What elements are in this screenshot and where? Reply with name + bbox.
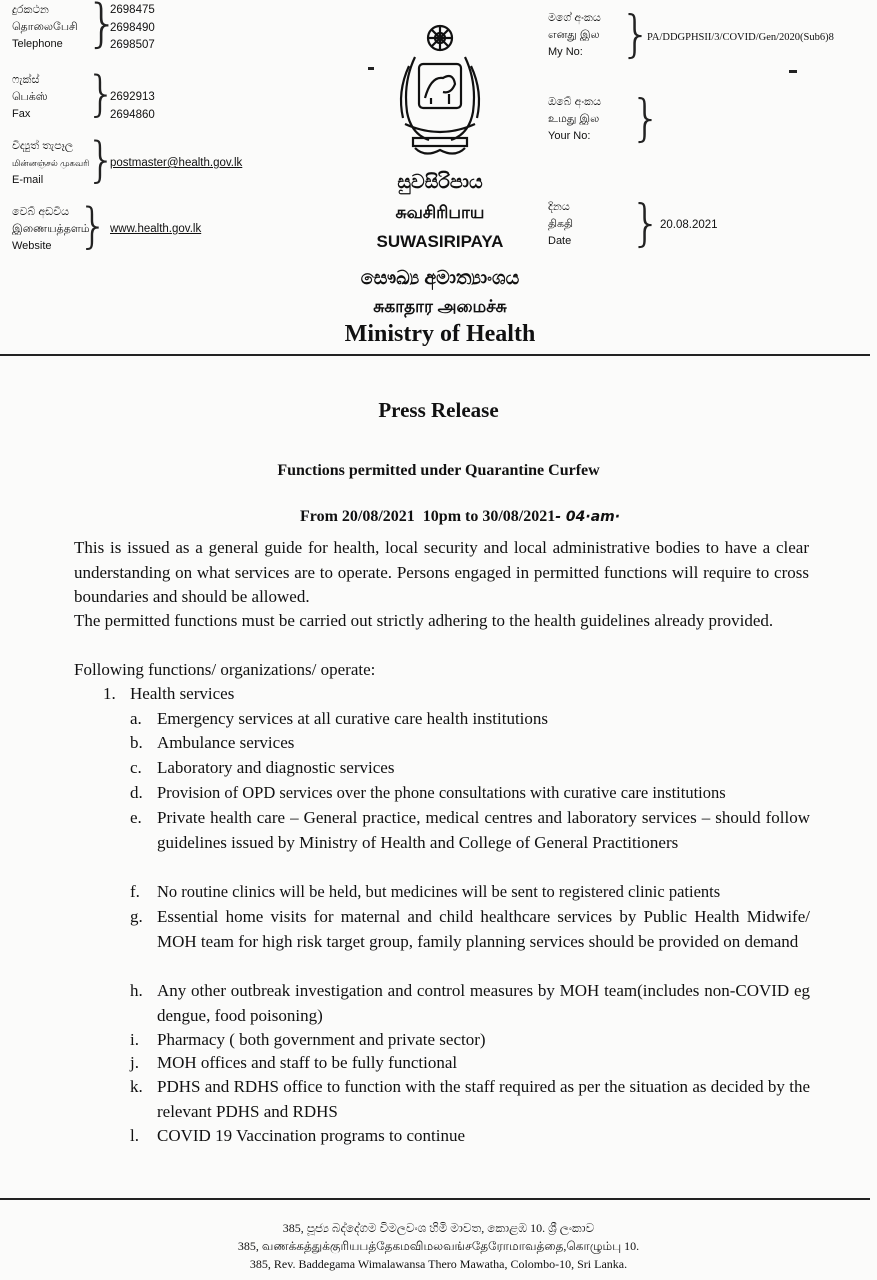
list-item-marker: c. <box>130 758 142 777</box>
list-item-marker: k. <box>130 1077 143 1096</box>
guidelines-paragraph: The permitted functions must be carried out strictly adhering to the health guidelines already provided. <box>74 611 774 630</box>
website-brace: } <box>78 198 109 254</box>
email-link[interactable]: postmaster@health.gov.lk <box>110 157 243 169</box>
email-label-si: විද්‍යුත් තැපෑල <box>12 140 74 152</box>
emblem-icon <box>385 12 495 162</box>
list-item-text: Ambulance services <box>157 733 295 752</box>
subtitle-line-1: Functions permitted under Quarantine Curfew <box>277 462 600 479</box>
telephone-labels <box>12 2 97 53</box>
footer-address-en: 385, Rev. Baddegama Wimalawansa Thero Mawatha, Colombo-10, Sri Lanka. <box>249 1257 628 1271</box>
telephone-label-si: දුරකථන <box>12 4 49 16</box>
following-line: Following functions/ organizations/ operate: <box>74 660 376 679</box>
page-title: Press Release <box>378 398 499 422</box>
fax-value: 2692913 <box>110 91 155 103</box>
your-no-brace: } <box>630 89 662 147</box>
footer-address-si: 385, පූජ්‍ය බද්දේගම විමලවංශ හිමි මාවත, කොළඹ 10. ශ්‍රී ලංකාව <box>282 1221 595 1235</box>
email-labels <box>12 138 97 189</box>
your-no-label-si: ඔබේ අංකය <box>548 96 601 108</box>
list-item-text: Laboratory and diagnostic services <box>157 758 395 777</box>
ministry-name-ta: சுகாதார அமைச்சு <box>373 297 507 316</box>
handwritten-annotation: - 04·am· <box>555 509 621 525</box>
list-item-text: MOH offices and staff to be fully functional <box>157 1053 458 1072</box>
list-item-marker: g. <box>130 907 143 926</box>
fax-values <box>110 89 155 124</box>
fax-label-si: ෆැක්ස් <box>12 74 40 86</box>
list-item-marker: f. <box>130 882 140 901</box>
telephone-brace: } <box>86 0 120 54</box>
date-brace: } <box>630 194 662 252</box>
emblem-name-ta: சுவசிரிபாய <box>395 203 485 222</box>
list-item-marker: e. <box>130 808 142 827</box>
list-item-marker: h. <box>130 981 143 1000</box>
list-item-text: Any other outbreak investigation and control measures by MOH team(includes non-COVID eg dengue, food poisoning) <box>157 981 810 1025</box>
date-label-ta: திகதி <box>548 218 574 230</box>
date-value: 20.08.2021 <box>660 219 718 231</box>
ministry-name-si: සෞඛ්‍ය අමාත්‍යාංශය <box>360 268 520 289</box>
telephone-label-ta: தொலைபேசி <box>12 21 78 33</box>
list-item-marker: a. <box>130 709 142 728</box>
email-label-ta: மின்னஞ்சல் முகவரி <box>12 158 90 168</box>
list-title: Health services <box>130 684 235 703</box>
list-item-text: No routine clinics will be held, but medicines will be sent to registered clinic patients <box>157 882 721 901</box>
list-item-marker: j. <box>130 1053 139 1072</box>
telephone-value: 2698475 <box>110 4 155 16</box>
intro-paragraph: This is issued as a general guide for health, local security and local administrative bodies to have a clear understanding on what services are to operate. Persons engaged in permitted functions will require to cross boundaries and should be allowed. <box>74 538 809 606</box>
email-brace: } <box>86 132 117 188</box>
subtitle-date-range: From 20/08/2021 10pm to 30/08/2021 <box>300 508 556 525</box>
scan-mark <box>368 67 374 70</box>
my-no-label-en: My No: <box>548 46 583 58</box>
my-no-brace: } <box>620 5 652 63</box>
list-item-text: Pharmacy ( both government and private sector) <box>157 1030 486 1049</box>
fax-value: 2694860 <box>110 108 155 121</box>
list-item-marker: i. <box>130 1030 139 1049</box>
emblem-name-en: SUWASIRIPAYA <box>376 232 504 251</box>
scan-mark <box>789 70 797 73</box>
website-label-si: වෙබ් අඩවිය <box>12 206 70 218</box>
state-emblem <box>385 12 495 162</box>
list-item-marker: d. <box>130 783 143 802</box>
your-no-label-ta: உமது இல <box>548 113 600 125</box>
list-item-text: PDHS and RDHS office to function with the staff required as per the situation as decided by the relevant PDHS and RDHS <box>157 1077 810 1121</box>
fax-labels <box>12 72 97 123</box>
list-item-marker: l. <box>130 1126 139 1145</box>
header-divider <box>0 354 870 356</box>
your-no-label-en: Your No: <box>548 130 591 142</box>
fax-brace: } <box>86 66 117 122</box>
list-item-text: Provision of OPD services over the phone consultations with curative care institutions <box>157 783 726 802</box>
website-label-ta: இணையத்தளம் <box>12 223 90 235</box>
list-item-text: Essential home visits for maternal and child healthcare services by Public Health Midwife/ MOH team for high risk target group, family planning services should be provided on demand <box>157 907 810 951</box>
website-label-en: Website <box>12 240 52 252</box>
fax-label-en: Fax <box>12 108 31 120</box>
date-label-en: Date <box>548 235 572 247</box>
list-marker: 1. <box>103 684 116 703</box>
subtitle-line-2 <box>292 484 620 528</box>
fax-label-ta: பெக்ஸ் <box>12 91 48 103</box>
date-labels <box>548 199 633 250</box>
telephone-value: 2698490 <box>110 21 155 34</box>
telephone-label-en: Telephone <box>12 38 63 50</box>
emblem-name-si: සුවසිරිපාය <box>397 172 483 193</box>
ministry-name-en: Ministry of Health <box>344 321 536 347</box>
email-label-en: E-mail <box>12 174 44 186</box>
date-label-si: දිනය <box>548 201 570 213</box>
website-link[interactable]: www.health.gov.lk <box>110 223 202 235</box>
list-item-marker: b. <box>130 733 143 752</box>
my-no-label-ta: எனது இல <box>548 29 600 41</box>
my-no-value: PA/DDGPHSII/3/COVID/Gen/2020(Sub6)8 <box>647 32 834 43</box>
telephone-value: 2698507 <box>110 39 155 51</box>
list-item-text: Emergency services at all curative care health institutions <box>157 709 549 728</box>
your-no-labels <box>548 94 633 145</box>
list-item-text: Private health care – General practice, medical centres and laboratory services – should follow guidelines issued by Ministry of Health and College of General Practitioners <box>157 808 810 852</box>
list-item-text: COVID 19 Vaccination programs to continue <box>157 1126 465 1145</box>
list-heading <box>103 682 823 707</box>
telephone-values <box>110 2 155 55</box>
my-no-label-si: මගේ අංකය <box>548 12 601 24</box>
footer-address-ta: 385, வணக்கத்துக்குரியபத்தேகமவிமலவங்சதேரோமாவத்தை,கொழும்பு 10. <box>237 1239 640 1253</box>
footer-divider <box>0 1198 870 1200</box>
